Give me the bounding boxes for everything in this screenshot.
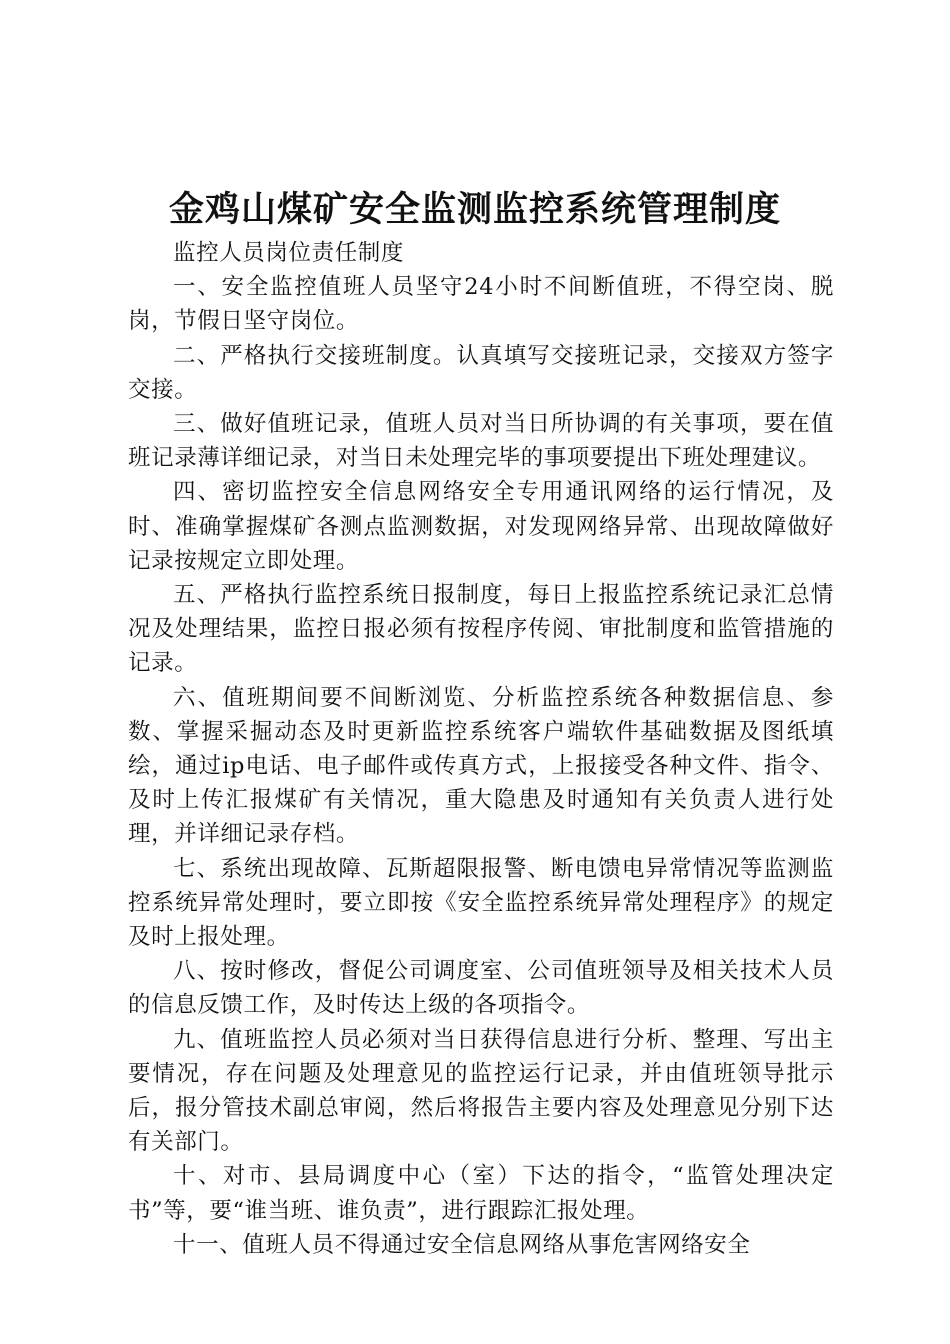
paragraph-2: 二、严格执行交接班制度。认真填写交接班记录，交接双方签字交接。 [128, 342, 834, 403]
paragraph-7: 七、系统出现故障、瓦斯超限报警、断电馈电异常情况等监测监控系统异常处理时，要立即按《安全监控系统异常处理程序》的规定及时上报处理。 [128, 855, 834, 951]
paragraph-6: 六、值班期间要不间断浏览、分析监控系统各种数据信息、参数、掌握采掘动态及时更新监控系统客户端软件基础数据及图纸填绘，通过ip电话、电子邮件或传真方式，上报接受各种文件、指令、及时上传汇报煤矿有关情况，重大隐患及时通知有关负责人进行处理，并详细记录存档。 [128, 684, 834, 848]
section-heading: 监控人员岗位责任制度 [173, 240, 405, 266]
document-body [128, 236, 834, 1262]
paragraph-3: 三、做好值班记录，值班人员对当日所协调的有关事项，要在值班记录薄详细记录，对当日未处理完毕的事项要提出下班处理建议。 [128, 411, 834, 472]
paragraph-8: 八、按时修改，督促公司调度室、公司值班领导及相关技术人员的信息反馈工作，及时传达上级的各项指令。 [128, 958, 834, 1019]
paragraph-10: 十、对市、县局调度中心（室）下达的指令，“监管处理决定书”等，要“谁当班、谁负责”，进行跟踪汇报处理。 [128, 1163, 834, 1224]
paragraph-4: 四、密切监控安全信息网络安全专用通讯网络的运行情况，及时、准确掌握煤矿各测点监测数据，对发现网络异常、出现故障做好记录按规定立即处理。 [128, 479, 834, 574]
paragraph-11: 十一、值班人员不得通过安全信息网络从事危害网络安全 [173, 1231, 751, 1258]
paragraph-1: 一、安全监控值班人员坚守24小时不间断值班，不得空岗、脱岗，节假日坚守岗位。 [128, 274, 834, 335]
paragraph-5: 五、严格执行监控系统日报制度，每日上报监控系统记录汇总情况及处理结果，监控日报必须有按程序传阅、审批制度和监管措施的记录。 [128, 582, 834, 677]
document-title: 金鸡山煤矿安全监测监控系统管理制度 [168, 189, 781, 230]
paragraph-9: 九、值班监控人员必须对当日获得信息进行分析、整理、写出主要情况，存在问题及处理意见的监控运行记录，并由值班领导批示后，报分管技术副总审阅，然后将报告主要内容及处理意见分别下达有关部门。 [128, 1026, 834, 1156]
